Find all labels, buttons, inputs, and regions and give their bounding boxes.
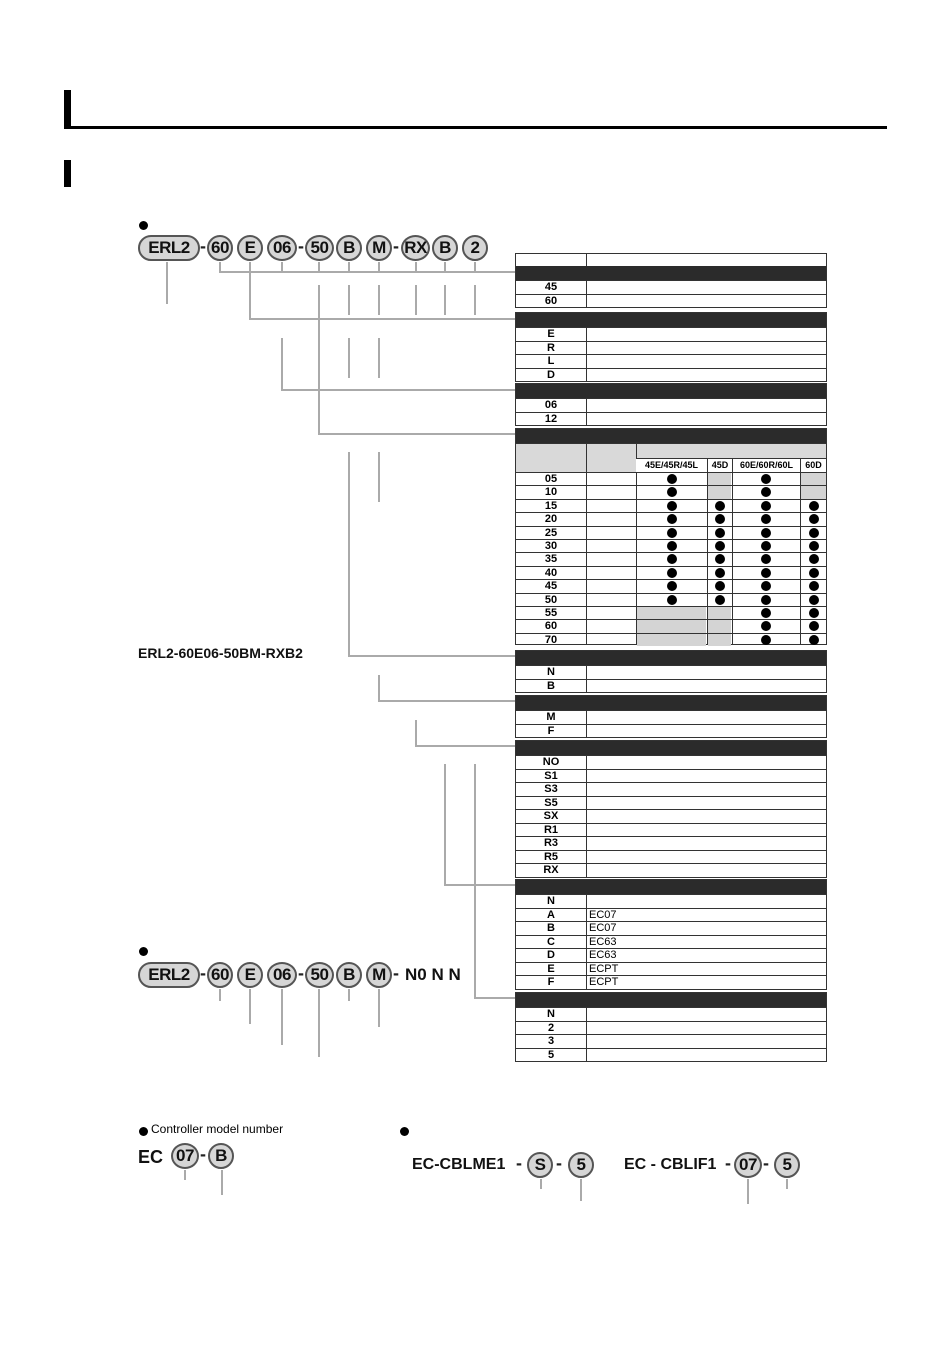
table-row: 12	[516, 412, 826, 426]
table-row: 3	[516, 1034, 826, 1048]
model-part-mount: M	[366, 235, 392, 261]
connector-line	[318, 989, 320, 1057]
table-row: S5	[516, 796, 826, 810]
available-dot	[809, 595, 819, 605]
available-dot	[667, 554, 677, 564]
model-part-stroke: 50	[305, 962, 334, 988]
table-row: N	[516, 665, 826, 679]
available-dot	[761, 581, 771, 591]
table-row: N	[516, 1007, 826, 1021]
connector-line	[348, 655, 516, 657]
table-row: 5	[516, 1048, 826, 1062]
table-row: N	[516, 894, 826, 908]
connector-line	[444, 262, 446, 272]
unavailable-cell	[637, 634, 706, 646]
unavailable-cell	[637, 607, 706, 619]
unavailable-cell	[708, 473, 731, 485]
connector-line	[415, 262, 417, 272]
table-row: L	[516, 354, 826, 368]
available-dot	[809, 541, 819, 551]
available-dot	[761, 541, 771, 551]
stroke-code: 70	[544, 633, 558, 646]
separator: -	[393, 236, 399, 256]
table-title-bar	[516, 384, 826, 398]
bullet-icon	[139, 221, 148, 230]
connector-line	[348, 989, 350, 1001]
unavailable-cell	[801, 473, 826, 485]
brake-table	[515, 650, 827, 693]
stroke-code: 40	[544, 566, 558, 579]
model-part-controller: B	[432, 235, 458, 261]
available-dot	[761, 487, 771, 497]
connector-line	[249, 989, 251, 1024]
table-title-bar	[516, 696, 826, 710]
available-dot	[761, 514, 771, 524]
available-dot	[715, 581, 725, 591]
connector-line	[348, 285, 350, 315]
col-header: 45E/45R/45L	[644, 460, 699, 470]
available-dot	[715, 595, 725, 605]
connector-line	[415, 745, 516, 747]
available-dot	[809, 568, 819, 578]
table-row: 2	[516, 1021, 826, 1035]
model-part-mount: M	[366, 962, 392, 988]
table-row: 06	[516, 398, 826, 412]
sensor-table	[515, 740, 827, 878]
table-row: C EC63	[516, 935, 826, 949]
available-dot	[715, 501, 725, 511]
available-dot	[715, 541, 725, 551]
table-row: S1	[516, 769, 826, 783]
col-header: 45D	[711, 460, 729, 470]
model-part-sensor: RX	[401, 235, 430, 261]
connector-line	[281, 338, 283, 391]
col-header: 60E/60R/60L	[739, 460, 794, 470]
stroke-code: 25	[544, 526, 558, 539]
unavailable-cell	[637, 620, 706, 632]
table-row: B	[516, 679, 826, 693]
table-row: F ECPT	[516, 975, 826, 989]
stroke-code: 50	[544, 593, 558, 606]
available-dot	[761, 528, 771, 538]
model-part-stroke: 50	[305, 235, 334, 261]
available-dot	[809, 501, 819, 511]
available-dot	[715, 554, 725, 564]
available-dot	[761, 608, 771, 618]
connector-line	[474, 997, 516, 999]
controller-model-title: Controller model number	[151, 1122, 284, 1136]
stroke-code: 60	[544, 620, 558, 633]
available-dot	[809, 635, 819, 645]
header-rule	[64, 126, 887, 129]
available-dot	[761, 621, 771, 631]
table-title-bar	[516, 266, 826, 280]
table-row: B EC07	[516, 921, 826, 935]
model-part-size: 60	[207, 962, 233, 988]
separator: -	[200, 236, 206, 256]
table-row: NO	[516, 755, 826, 769]
stroke-code: 30	[544, 540, 558, 552]
separator: -	[725, 1153, 731, 1173]
available-dot	[667, 528, 677, 538]
available-dot	[667, 514, 677, 524]
model-example-label: ERL2-60E06-50BM-RXB2	[138, 645, 303, 661]
bullet-icon	[139, 947, 148, 956]
connector-line	[249, 318, 516, 320]
stroke-code: 05	[544, 473, 558, 485]
separator: -	[298, 236, 304, 256]
stroke-table	[515, 428, 827, 645]
available-dot	[667, 581, 677, 591]
stroke-code: 45	[544, 580, 558, 593]
available-dot	[667, 474, 677, 484]
available-dot	[715, 514, 725, 524]
unavailable-cell	[708, 607, 731, 619]
cable2-part-length: 5	[774, 1152, 800, 1178]
cable1-part-type: S	[527, 1152, 553, 1178]
table-row: R1	[516, 823, 826, 837]
stroke-code: 15	[544, 499, 558, 512]
table-row: F	[516, 724, 826, 738]
table-row: S3	[516, 782, 826, 796]
available-dot	[715, 528, 725, 538]
connector-line	[348, 262, 350, 272]
table-title-bar	[516, 880, 826, 894]
stroke-code: 20	[544, 513, 558, 526]
stroke-code: 55	[544, 607, 558, 619]
connector-line	[378, 989, 380, 1027]
connector-line	[474, 764, 476, 999]
table-row: SX	[516, 809, 826, 823]
connector-line	[281, 989, 283, 1045]
model-part-size: 60	[207, 235, 233, 261]
connector-line	[747, 1179, 749, 1204]
connector-line	[444, 285, 446, 315]
stroke-code: 10	[544, 486, 558, 499]
mount-table	[515, 695, 827, 738]
connector-line	[348, 338, 350, 378]
bullet-icon	[139, 1127, 148, 1136]
connector-line	[281, 389, 516, 391]
table-title-bar	[516, 993, 826, 1007]
table-row: M	[516, 710, 826, 724]
table-title-bar	[516, 313, 826, 327]
cable2-prefix: EC - CBLIF1	[624, 1156, 717, 1173]
table-row: E	[516, 327, 826, 341]
connector-line	[415, 720, 417, 747]
unavailable-cell	[801, 486, 826, 498]
available-dot	[809, 528, 819, 538]
table-row: R5	[516, 850, 826, 864]
col-header: 60D	[805, 460, 822, 470]
table-title-bar	[516, 429, 826, 443]
connector-line	[378, 675, 380, 702]
available-dot	[809, 514, 819, 524]
model-suffix: N0 N N	[405, 965, 461, 984]
connector-line	[318, 433, 516, 435]
cable1-prefix: EC-CBLME1	[412, 1156, 506, 1173]
model-part-lead: 06	[267, 962, 297, 988]
connector-line	[444, 884, 516, 886]
available-dot	[667, 501, 677, 511]
table-row: R	[516, 341, 826, 355]
connector-line	[378, 285, 380, 315]
table-row: A EC07	[516, 908, 826, 922]
table-top-header	[516, 254, 826, 266]
available-dot	[809, 621, 819, 631]
connector-line	[219, 989, 221, 1001]
cable1-part-length: 5	[568, 1152, 594, 1178]
separator: -	[763, 1153, 769, 1173]
separator: -	[298, 963, 304, 983]
unavailable-cell	[708, 620, 731, 632]
table-row: D EC63	[516, 948, 826, 962]
available-dot	[667, 568, 677, 578]
table-row: E ECPT	[516, 962, 826, 976]
stroke-code: 35	[544, 553, 558, 566]
connector-line	[249, 262, 251, 320]
model-part-series: ERL2	[138, 962, 200, 988]
available-dot	[761, 595, 771, 605]
available-dot	[761, 474, 771, 484]
model-part-cable: 2	[462, 235, 488, 261]
connector-line	[318, 262, 320, 272]
controller-part-type: B	[208, 1143, 234, 1169]
connector-line	[444, 764, 446, 886]
motor-table	[515, 312, 827, 382]
table-row: 60	[516, 294, 826, 308]
controller-table	[515, 879, 827, 990]
available-dot	[667, 595, 677, 605]
table-title-bar	[516, 741, 826, 755]
connector-line	[219, 271, 516, 273]
connector-line	[580, 1179, 582, 1201]
connector-line	[221, 1170, 223, 1195]
available-dot	[761, 568, 771, 578]
section-marker-1	[64, 90, 71, 128]
unavailable-cell	[708, 486, 731, 498]
connector-line	[378, 262, 380, 272]
available-dot	[761, 635, 771, 645]
model-part-motor: E	[237, 962, 263, 988]
separator: -	[200, 1144, 206, 1164]
separator: -	[200, 963, 206, 983]
cable2-part-type: 07	[734, 1152, 762, 1178]
model-part-brake: B	[336, 235, 362, 261]
lead-table	[515, 383, 827, 426]
available-dot	[761, 554, 771, 564]
controller-prefix: EC	[138, 1147, 164, 1167]
connector-line	[378, 338, 380, 378]
connector-line	[415, 285, 417, 315]
available-dot	[809, 608, 819, 618]
connector-line	[378, 452, 380, 502]
available-dot	[809, 581, 819, 591]
connector-line	[474, 285, 476, 315]
table-row: R3	[516, 836, 826, 850]
separator: -	[393, 963, 399, 983]
available-dot	[761, 501, 771, 511]
connector-line	[786, 1179, 788, 1189]
bullet-icon	[400, 1127, 409, 1136]
connector-line	[474, 262, 476, 272]
connector-line	[318, 285, 320, 435]
controller-part-series: 07	[171, 1143, 199, 1169]
separator: -	[516, 1153, 522, 1173]
size-table	[515, 253, 827, 308]
unavailable-cell	[708, 634, 731, 646]
table-row: RX	[516, 863, 826, 877]
cable-table	[515, 992, 827, 1062]
connector-line	[184, 1170, 186, 1180]
connector-line	[348, 452, 350, 657]
model-part-brake: B	[336, 962, 362, 988]
model-part-motor: E	[237, 235, 263, 261]
model-part-series: ERL2	[138, 235, 200, 261]
available-dot	[667, 487, 677, 497]
connector-line	[281, 262, 283, 272]
model-part-lead: 06	[267, 235, 297, 261]
available-dot	[715, 568, 725, 578]
available-dot	[809, 554, 819, 564]
table-row: 45	[516, 280, 826, 294]
table-title-bar	[516, 651, 826, 665]
table-row: D	[516, 368, 826, 382]
connector-line	[378, 700, 516, 702]
connector-line	[166, 262, 168, 304]
available-dot	[667, 541, 677, 551]
separator: -	[556, 1153, 562, 1173]
section-marker-2	[64, 160, 71, 187]
connector-line	[540, 1179, 542, 1189]
